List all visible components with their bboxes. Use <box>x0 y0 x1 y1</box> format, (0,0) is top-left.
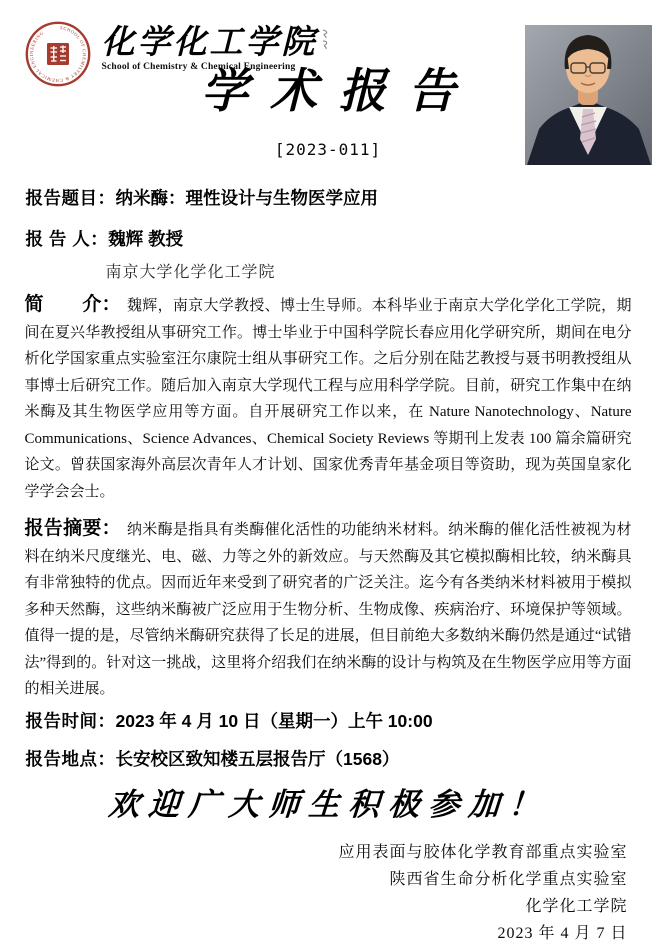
footer-date: 2023 年 4 月 7 日 <box>497 924 628 942</box>
speaker-label: 报 告 人： <box>25 229 109 249</box>
speaker-row <box>2 227 655 251</box>
bio-text: 魏辉，南京大学教授、博士生导师。本科毕业于南京大学化学化工学院，期间在夏兴华教授组从事研究工作。博士毕业于中国科学院长春应用化学研究所，期间在电分析化学国家重点实验室汪尔康院士组从事研究工作。之后分别在陆艺教授与聂书明教授组从事博士后研究工作。随后加入南京大学现代工程与应用科学学院。目前，研究工作集中在纳米酶及其生物医学应用等方面。自开展研究工作以来，在 Nature Nanotechnology、Nature Communications、Science Advances、Chemical Society Reviews 等期刊上发表 100 篇余篇研究论文。曾获国家海外高层次青年人才计划、国家优秀青年基金项目等资助，现为英国皇家化学学会会士。 <box>24 298 632 500</box>
speaker-bio-paragraph <box>2 293 655 505</box>
venue-value: 长安校区致知楼五层报告厅（1568） <box>115 748 400 769</box>
abstract-paragraph <box>2 517 655 703</box>
topic-value: 纳米酶：理性设计与生物医学应用 <box>115 188 378 208</box>
bio-label: 简 介： <box>24 294 121 315</box>
report-topic-row <box>2 186 655 210</box>
page-title: 学术报告 <box>201 66 477 118</box>
footer-school-line: 化学化工学院 <box>525 897 628 915</box>
footer-lab-line: 陕西省生命分析化学重点实验室 <box>389 870 628 888</box>
welcome-message: 欢迎广大师生积极参加！ <box>106 786 550 822</box>
report-venue-row <box>2 747 655 771</box>
speaker-affiliation: 南京大学化学化工学院 <box>105 264 276 281</box>
report-time-row <box>2 709 655 733</box>
school-name-english: School of Chemistry & Chemical Engineering <box>101 62 296 72</box>
school-name: 化学化工学院 <box>101 25 318 61</box>
abstract-text: 纳米酶是指具有类酶催化活性的功能纳米材料。纳米酶的催化活性被视为材料在纳米尺度继光、电、磁、力等之外的新效应。与天然酶及其它模拟酶相比较，纳米酶具有非常独特的优点。因而近年来受到了研究者的广泛关注。迄今有各类纳米材料被用于模拟多种天然酶，这些纳米酶被广泛应用于生物分析、生物成像、疾病治疗、环境保护等领域。值得一提的是，尽管纳米酶研究获得了长足的进展，但目前绝大多数纳米酶仍然是通过“试错法”得到的。针对这一挑战，这里将介绍我们在纳米酶的设计与构筑及在生物医学应用等方面的相关进展。 <box>24 522 632 697</box>
signature-mark-icon <box>321 28 330 50</box>
time-label: 报告时间： <box>25 710 116 731</box>
footer-lab-line: 应用表面与胶体化学教育部重点实验室 <box>338 843 628 861</box>
svg-text:SCHOOL OF CHEMISTRY & CHEMICAL: SCHOOL OF CHEMISTRY & CHEMICAL ENGINEERING <box>28 25 87 84</box>
footer-signatures <box>2 839 655 947</box>
header <box>2 0 655 172</box>
lecture-announcement-page <box>2 0 655 942</box>
time-value: 2023 年 4 月 10 日（星期一）上午 10:00 <box>115 710 433 731</box>
venue-label: 报告地点： <box>25 748 116 769</box>
school-logo-text <box>102 20 330 72</box>
speaker-value: 魏辉 教授 <box>108 229 184 249</box>
abstract-label: 报告摘要： <box>24 518 121 539</box>
issue-number: [2023-011] <box>274 140 382 159</box>
topic-label: 报告题目： <box>25 188 116 208</box>
